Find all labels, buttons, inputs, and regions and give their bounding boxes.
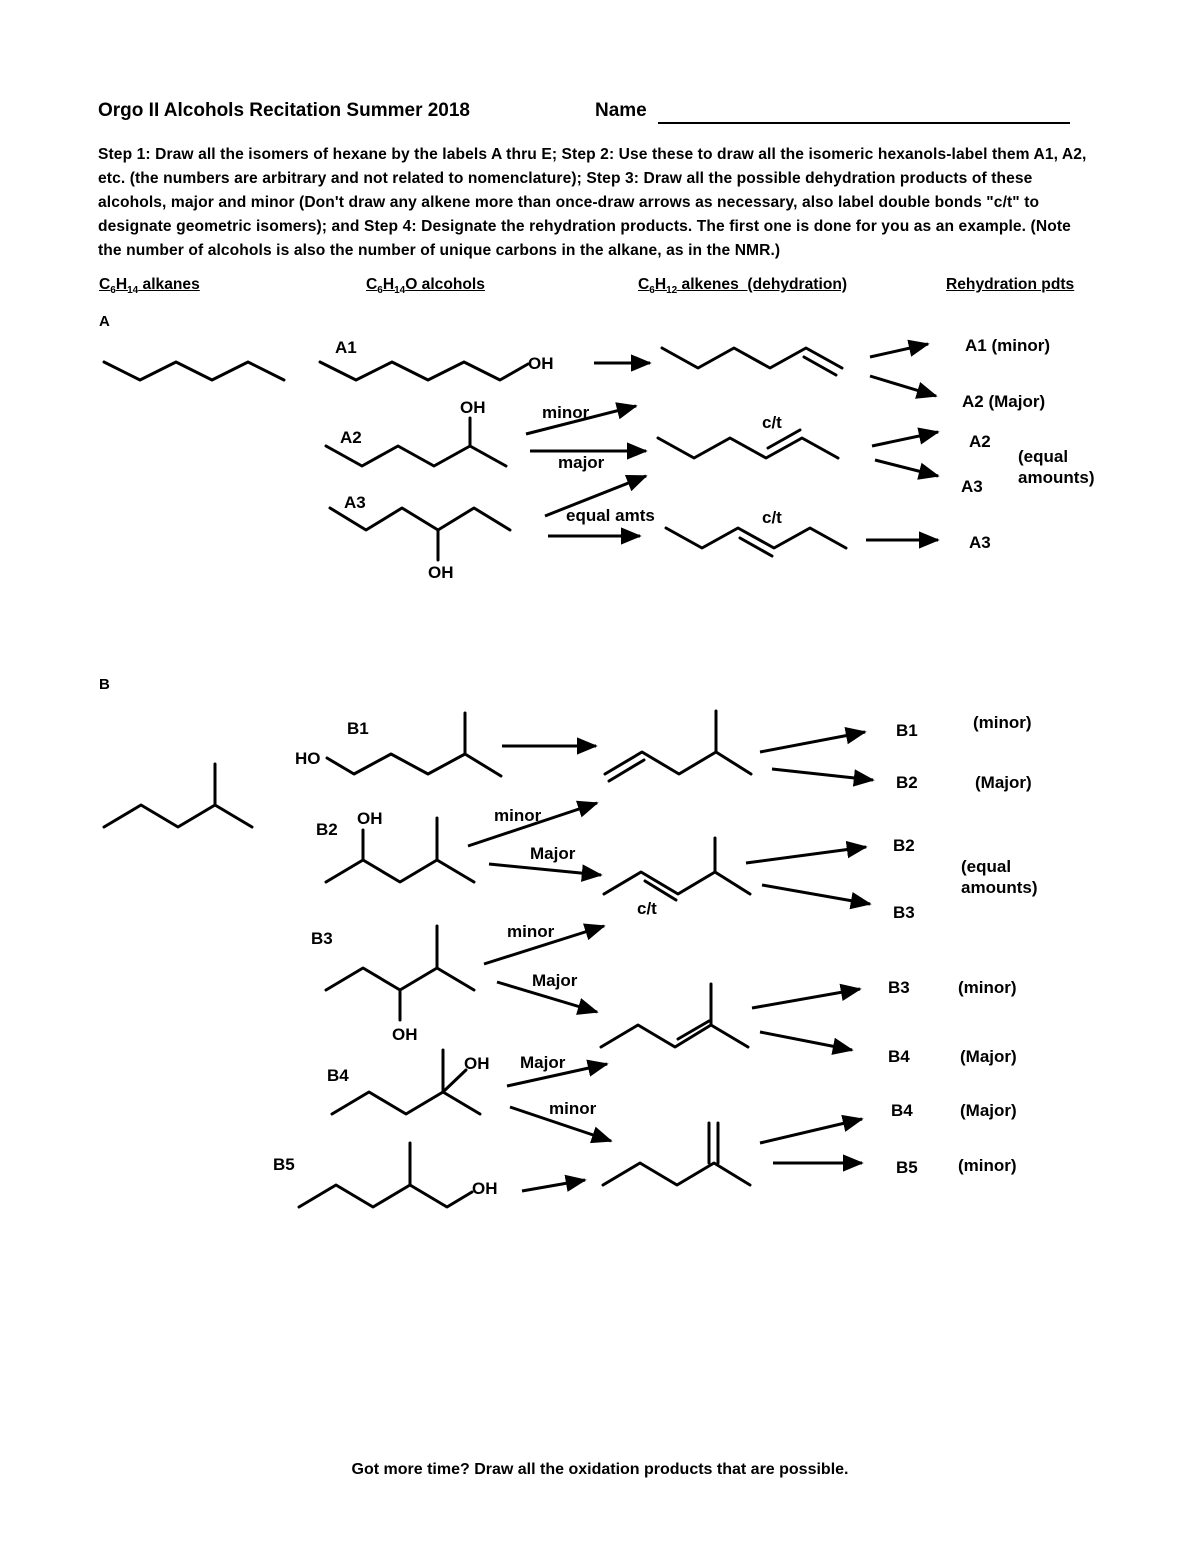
footer-prompt: Got more time? Draw all the oxidation products that are possible. <box>351 1461 849 1478</box>
worksheet-title: Orgo II Alcohols Recitation Summer 2018 <box>98 100 471 121</box>
b-note-6: (minor) <box>958 1156 1017 1175</box>
a2-structure <box>326 446 506 466</box>
b-product-6: B4 <box>888 1047 910 1066</box>
b-product-8: B5 <box>896 1158 918 1177</box>
b-product-5: B3 <box>888 978 910 997</box>
a-product-2: A2 (Major) <box>962 392 1046 411</box>
a-ct-label-1: c/t <box>762 413 782 432</box>
a1-label: A1 <box>335 338 357 357</box>
b2-minor-label: minor <box>494 806 542 825</box>
arrow-rehyd-a3 <box>875 460 938 476</box>
column-header-alkanes: $C_6H_{14}$ alkanes <box>99 276 200 297</box>
a1-structure <box>320 362 528 380</box>
b2-major-label: Major <box>530 844 576 863</box>
hexane-structure <box>104 362 284 380</box>
a3-equal-label: equal amts <box>566 506 655 525</box>
a2-oh: OH <box>460 398 486 417</box>
arrow-rehyd-a2 <box>872 432 938 446</box>
a-product-4: A3 <box>961 477 983 496</box>
alkene-2-hexene <box>658 438 838 458</box>
b-equal-note-1: (equal <box>961 857 1012 876</box>
alkene-3-hexene <box>666 528 846 548</box>
b3-label: B3 <box>311 929 333 948</box>
b1-structure <box>327 754 501 776</box>
b3-major-label: Major <box>532 971 578 990</box>
b4-minor-label: minor <box>549 1099 597 1118</box>
a3-label: A3 <box>344 493 366 512</box>
arrow-rehyd-b2-b <box>746 847 866 863</box>
arrow-rehyd-b1 <box>760 732 865 752</box>
arrow-rehyd-a2-major <box>870 376 936 396</box>
arrow-rehyd-b3-b <box>752 989 860 1008</box>
column-header-rehydration: Rehydration pdts <box>946 276 1075 293</box>
b5-label: B5 <box>273 1155 295 1174</box>
b1-label: B1 <box>347 719 369 738</box>
column-header-alkenes: $C_6H_{12}$ alkenes (dehydration) <box>638 276 848 297</box>
alkene-2-methyl-1-pentene <box>603 1163 750 1185</box>
a-equal-note-2: amounts) <box>1018 468 1095 487</box>
a-equal-note-1: (equal <box>1018 447 1069 466</box>
b-note-4: (Major) <box>960 1047 1017 1066</box>
b5-structure <box>299 1185 472 1207</box>
b5-oh: OH <box>472 1179 498 1198</box>
b-note-5: (Major) <box>960 1101 1017 1120</box>
b3-minor-label: minor <box>507 922 555 941</box>
b4-oh: OH <box>464 1054 490 1073</box>
b2-label: B2 <box>316 820 338 839</box>
arrow-rehyd-b2 <box>772 769 873 780</box>
b2-structure <box>326 860 474 882</box>
a3-oh: OH <box>428 563 454 582</box>
section-a-label: A <box>99 313 110 330</box>
a2-label: A2 <box>340 428 362 447</box>
b1-ho: HO <box>295 749 321 768</box>
alkene-1-hexene <box>662 348 842 368</box>
b4-structure <box>332 1092 480 1114</box>
arrow-b2-major <box>489 864 601 875</box>
a-ct-label-2: c/t <box>762 508 782 527</box>
b-product-4: B3 <box>893 903 915 922</box>
a-product-3: A2 <box>969 432 991 451</box>
b-product-7: B4 <box>891 1101 913 1120</box>
a-product-5: A3 <box>969 533 991 552</box>
b-product-2: B2 <box>896 773 918 792</box>
a2-major-label: major <box>558 453 605 472</box>
arrow-rehyd-a1 <box>870 344 928 357</box>
b3-structure <box>326 968 474 990</box>
b-ct-label: c/t <box>637 899 657 918</box>
arrow-rehyd-b4 <box>760 1032 852 1050</box>
column-header-alcohols: $C_6H_{14}O$ alcohols <box>366 276 485 297</box>
instructions: Step 1: Draw all the isomers of hexane by the labels A thru E; Step 2: Use these to draw all the isomeric hexanols-label them A1, A2, etc. (the numbers are arbitrary and not related to nomenclature); Step 3: Draw all the possible dehydration products of these alcohols, major and minor (Don't draw any alkene more than once-draw arrows as necessary, also label double bonds "c/t" to designate geometric isomers); and Step 4: Designate the rehydration products. The first one is done for you as an example. (Note the number of alcohols is also the number of unique carbons in the alkane, as in the NMR.) <box>98 146 1087 259</box>
2-methylpentane-structure <box>104 805 252 827</box>
b4-major-label: Major <box>520 1053 566 1072</box>
name-label: Name <box>595 100 647 121</box>
a1-oh: OH <box>528 354 554 373</box>
b2-oh: OH <box>357 809 383 828</box>
arrow-rehyd-b3 <box>762 885 870 904</box>
b-note-2: (Major) <box>975 773 1032 792</box>
b3-oh: OH <box>392 1025 418 1044</box>
b4-label: B4 <box>327 1066 349 1085</box>
a-product-1: A1 (minor) <box>965 336 1050 355</box>
b-note-1: (minor) <box>973 713 1032 732</box>
section-b-label: B <box>99 676 110 693</box>
arrow-rehyd-b4-b <box>760 1119 862 1143</box>
alkene-2-methyl-2-pentene <box>601 1025 748 1047</box>
a2-minor-label: minor <box>542 403 590 422</box>
b-note-3: (minor) <box>958 978 1017 997</box>
b-equal-note-2: amounts) <box>961 878 1038 897</box>
arrow-b5-dehydration <box>522 1180 585 1191</box>
b-product-1: B1 <box>896 721 918 740</box>
b-product-3: B2 <box>893 836 915 855</box>
alkene-4-methyl-2-pentene <box>604 872 750 894</box>
